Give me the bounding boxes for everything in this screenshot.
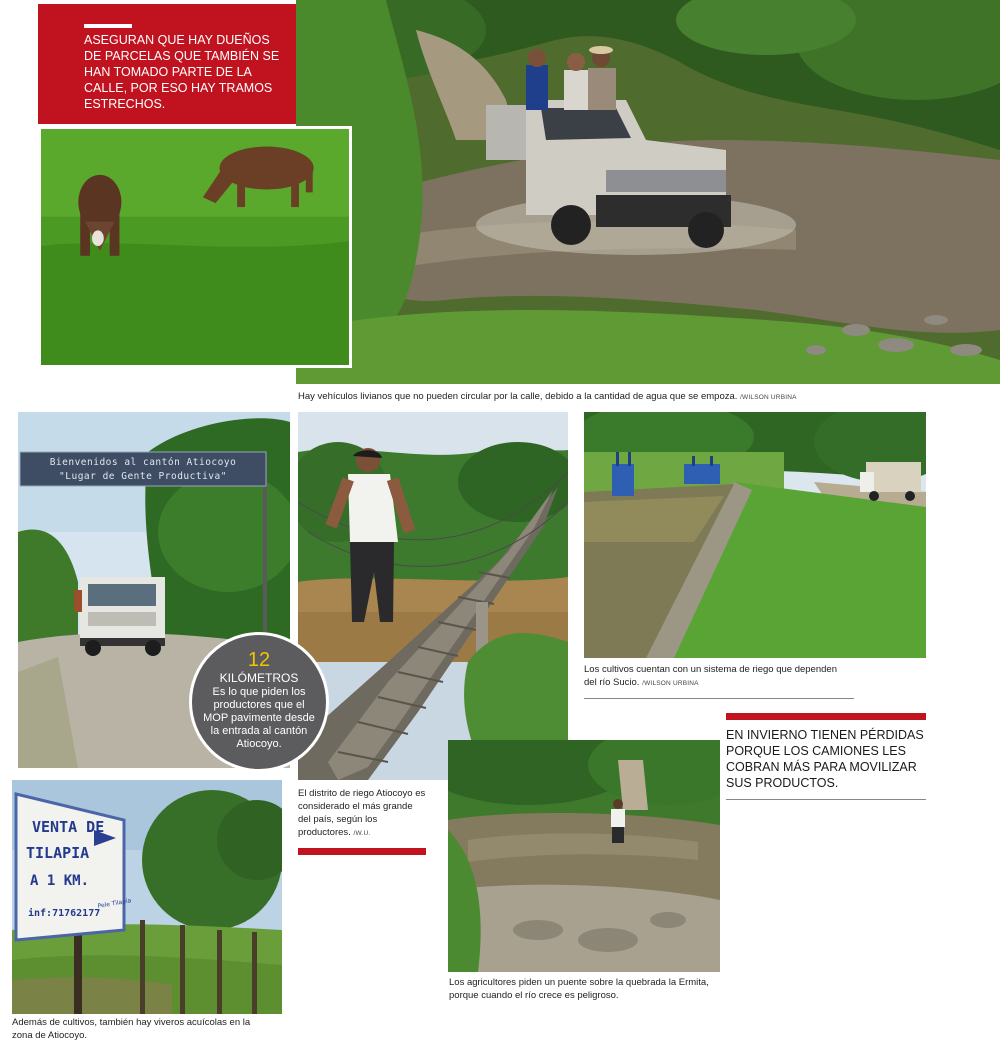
tilapia-sign-line3: A 1 KM. bbox=[30, 873, 90, 889]
irrigation-caption-text: Los cultivos cuentan con un sistema de riego que dependen del río Sucio. bbox=[584, 664, 837, 688]
pull-quote-top-text: ASEGURAN QUE HAY DUEÑOS DE PARCELAS QUE TAMBIÉN SE HAN TOMADO PARTE DE LA CALLE, POR ESO HAY TRAMOS ESTRECHOS. bbox=[84, 33, 280, 111]
tilapia-sign-phone: inf:71762177 bbox=[28, 908, 101, 919]
km-number: 12 bbox=[247, 649, 271, 671]
bridge-caption-bar bbox=[298, 848, 426, 855]
truck-photo-caption bbox=[298, 390, 998, 404]
bridge-caption-credit: /W.U. bbox=[353, 830, 371, 837]
kilometers-badge bbox=[189, 632, 329, 772]
bridge-photo bbox=[298, 412, 568, 780]
welcome-sign-line2: "Lugar de Gente Productiva" bbox=[59, 471, 227, 482]
bridge-caption-text: El distrito de riego Atiocoyo es considerado el más grande del país, según los productores. bbox=[298, 788, 426, 838]
truck-caption-credit: /WILSON URBINA bbox=[740, 394, 797, 401]
tilapia-sign-line1: VENTA DE bbox=[32, 818, 105, 836]
tilapia-sign-line2: TILAPIA bbox=[26, 844, 90, 862]
pull-quote-winter-text: EN INVIERNO TIENEN PÉRDIDAS PORQUE LOS CAMIONES LES COBRAN MÁS PARA MOVILIZAR SUS PRODUCTOS. bbox=[726, 728, 924, 790]
winter-quote-rule bbox=[726, 799, 926, 800]
winter-quote-bar bbox=[726, 713, 926, 720]
tilapia-sign-note: Pele Tilapia bbox=[97, 897, 132, 910]
pull-quote-top bbox=[38, 4, 296, 124]
river-photo-caption: Los agricultores piden un puente sobre la quebrada la Ermita, porque cuando el río crece es peligroso. bbox=[449, 977, 709, 1001]
cows-photo bbox=[38, 126, 352, 368]
pull-quote-winter bbox=[726, 713, 926, 800]
tilapia-photo-caption: Además de cultivos, también hay viveros acuícolas en la zona de Atiocoyo. bbox=[12, 1017, 251, 1041]
km-description: Es lo que piden los productores que el MOP pavimente desde la entrada al cantón Atiocoyo. bbox=[203, 686, 315, 750]
irrigation-canal-photo bbox=[584, 412, 926, 658]
irrigation-caption-rule bbox=[584, 698, 854, 699]
bridge-photo-caption bbox=[298, 787, 426, 840]
river-crossing-photo bbox=[448, 740, 720, 972]
irrigation-photo-caption bbox=[584, 663, 844, 690]
truck-caption-text: Hay vehículos livianos que no pueden circular por la calle, debido a la cantidad de agua que se empoza. bbox=[298, 391, 738, 402]
km-unit: KILÓMETROS bbox=[219, 671, 299, 685]
tilapia-sign-photo bbox=[12, 780, 282, 1014]
quote-dash bbox=[84, 24, 132, 28]
welcome-sign-line1: Bienvenidos al cantón Atiocoyo bbox=[49, 457, 237, 468]
irrigation-caption-credit: /WILSON URBINA bbox=[642, 680, 699, 687]
truck-river-photo bbox=[296, 0, 1000, 384]
